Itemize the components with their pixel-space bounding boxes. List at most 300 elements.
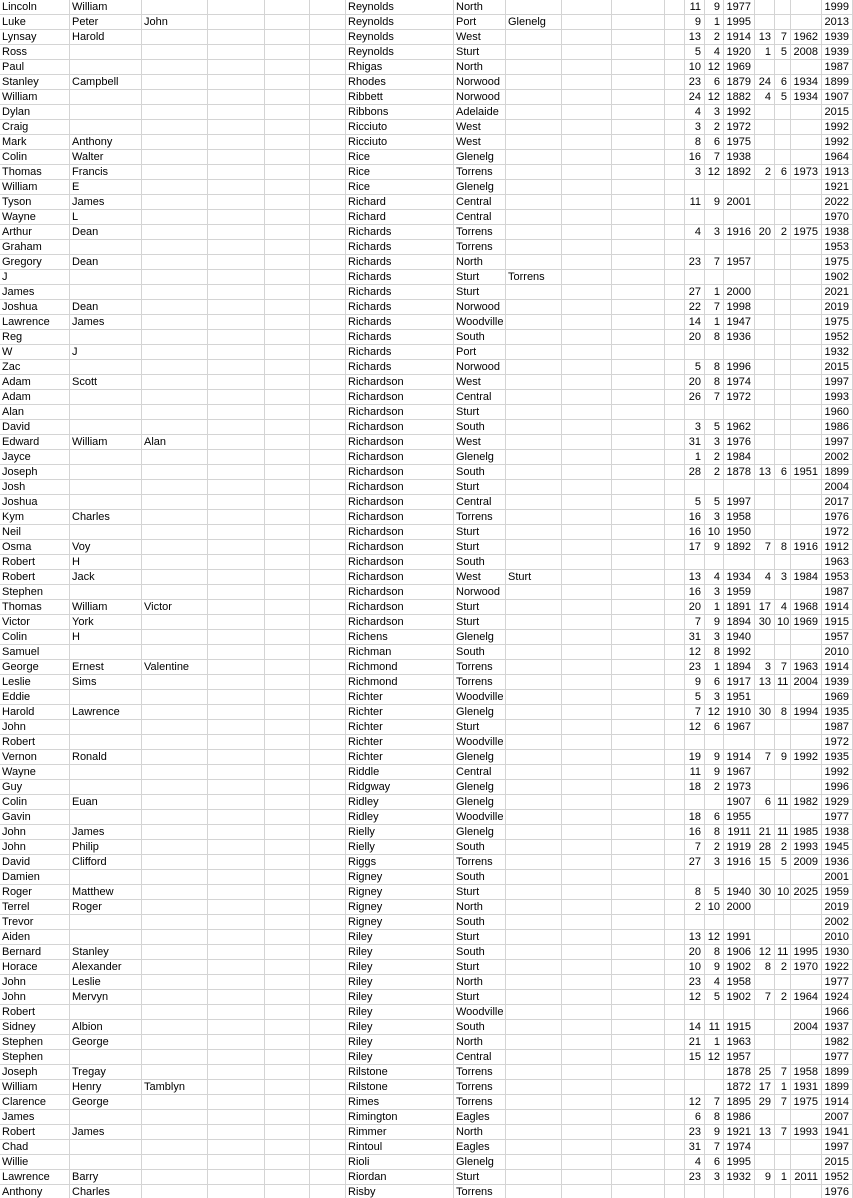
cell-death-month[interactable] bbox=[775, 1110, 791, 1125]
cell-first-name[interactable]: Tyson bbox=[0, 195, 70, 210]
cell-death-month[interactable] bbox=[775, 1155, 791, 1170]
cell-blank-c[interactable] bbox=[310, 525, 346, 540]
cell-blank-a[interactable] bbox=[208, 480, 265, 495]
cell-birth-day[interactable]: 14 bbox=[685, 1020, 705, 1035]
cell-blank-f[interactable] bbox=[665, 525, 685, 540]
cell-blank-b[interactable] bbox=[265, 1080, 310, 1095]
cell-blank-a[interactable] bbox=[208, 930, 265, 945]
cell-blank-e[interactable] bbox=[612, 1110, 665, 1125]
cell-blank-b[interactable] bbox=[265, 195, 310, 210]
cell-death-day[interactable]: 28 bbox=[755, 840, 775, 855]
cell-year[interactable]: 1938 bbox=[822, 225, 853, 240]
cell-blank-f[interactable] bbox=[665, 1050, 685, 1065]
cell-district-2[interactable] bbox=[506, 840, 562, 855]
cell-blank-f[interactable] bbox=[665, 60, 685, 75]
cell-blank-d[interactable] bbox=[562, 465, 612, 480]
cell-blank-e[interactable] bbox=[612, 90, 665, 105]
cell-blank-c[interactable] bbox=[310, 435, 346, 450]
cell-blank-c[interactable] bbox=[310, 1005, 346, 1020]
cell-birth-year[interactable]: 1959 bbox=[724, 585, 755, 600]
cell-blank-b[interactable] bbox=[265, 345, 310, 360]
cell-district-2[interactable] bbox=[506, 165, 562, 180]
cell-blank-e[interactable] bbox=[612, 525, 665, 540]
cell-birth-year[interactable]: 2001 bbox=[724, 195, 755, 210]
cell-district-2[interactable] bbox=[506, 1110, 562, 1125]
cell-blank-a[interactable] bbox=[208, 1140, 265, 1155]
cell-district[interactable]: North bbox=[454, 975, 506, 990]
cell-blank-e[interactable] bbox=[612, 900, 665, 915]
cell-death-year[interactable] bbox=[791, 510, 822, 525]
cell-blank-e[interactable] bbox=[612, 675, 665, 690]
cell-blank-b[interactable] bbox=[265, 660, 310, 675]
cell-death-month[interactable] bbox=[775, 375, 791, 390]
cell-death-month[interactable] bbox=[775, 60, 791, 75]
cell-district[interactable]: Sturt bbox=[454, 1170, 506, 1185]
cell-death-year[interactable]: 1962 bbox=[791, 30, 822, 45]
cell-blank-f[interactable] bbox=[665, 30, 685, 45]
cell-surname[interactable]: Richardson bbox=[346, 525, 454, 540]
cell-first-name[interactable]: Adam bbox=[0, 375, 70, 390]
cell-blank-c[interactable] bbox=[310, 360, 346, 375]
cell-first-name[interactable]: Sidney bbox=[0, 1020, 70, 1035]
cell-birth-year[interactable]: 1958 bbox=[724, 510, 755, 525]
cell-third-name[interactable] bbox=[142, 195, 208, 210]
cell-blank-a[interactable] bbox=[208, 750, 265, 765]
cell-blank-d[interactable] bbox=[562, 285, 612, 300]
cell-blank-b[interactable] bbox=[265, 330, 310, 345]
cell-blank-f[interactable] bbox=[665, 825, 685, 840]
cell-blank-a[interactable] bbox=[208, 1005, 265, 1020]
cell-birth-month[interactable]: 9 bbox=[705, 765, 724, 780]
cell-third-name[interactable] bbox=[142, 1005, 208, 1020]
cell-first-name[interactable]: Joseph bbox=[0, 465, 70, 480]
cell-middle-name[interactable] bbox=[70, 420, 142, 435]
cell-blank-b[interactable] bbox=[265, 1035, 310, 1050]
cell-death-month[interactable]: 7 bbox=[775, 1125, 791, 1140]
cell-blank-f[interactable] bbox=[665, 765, 685, 780]
cell-birth-year[interactable] bbox=[724, 735, 755, 750]
cell-blank-a[interactable] bbox=[208, 1155, 265, 1170]
cell-middle-name[interactable] bbox=[70, 495, 142, 510]
cell-district[interactable]: Adelaide bbox=[454, 105, 506, 120]
cell-birth-year[interactable]: 1936 bbox=[724, 330, 755, 345]
cell-district-2[interactable] bbox=[506, 240, 562, 255]
cell-birth-year[interactable]: 1963 bbox=[724, 1035, 755, 1050]
cell-first-name[interactable]: Thomas bbox=[0, 600, 70, 615]
cell-surname[interactable]: Richmond bbox=[346, 675, 454, 690]
cell-blank-f[interactable] bbox=[665, 300, 685, 315]
cell-year[interactable]: 2019 bbox=[822, 900, 853, 915]
cell-blank-a[interactable] bbox=[208, 1020, 265, 1035]
cell-death-year[interactable]: 1931 bbox=[791, 1080, 822, 1095]
cell-year[interactable]: 1952 bbox=[822, 1170, 853, 1185]
cell-death-day[interactable] bbox=[755, 870, 775, 885]
cell-middle-name[interactable] bbox=[70, 915, 142, 930]
cell-year[interactable]: 1915 bbox=[822, 615, 853, 630]
cell-district[interactable]: Glenelg bbox=[454, 825, 506, 840]
cell-blank-f[interactable] bbox=[665, 345, 685, 360]
cell-blank-a[interactable] bbox=[208, 60, 265, 75]
cell-blank-d[interactable] bbox=[562, 135, 612, 150]
cell-death-month[interactable]: 2 bbox=[775, 840, 791, 855]
cell-surname[interactable]: Richardson bbox=[346, 600, 454, 615]
cell-blank-b[interactable] bbox=[265, 1140, 310, 1155]
cell-blank-b[interactable] bbox=[265, 150, 310, 165]
cell-birth-month[interactable] bbox=[705, 1065, 724, 1080]
cell-middle-name[interactable] bbox=[70, 450, 142, 465]
cell-middle-name[interactable] bbox=[70, 930, 142, 945]
cell-blank-b[interactable] bbox=[265, 885, 310, 900]
cell-third-name[interactable] bbox=[142, 105, 208, 120]
cell-blank-d[interactable] bbox=[562, 1005, 612, 1020]
cell-death-day[interactable] bbox=[755, 930, 775, 945]
cell-surname[interactable]: Riggs bbox=[346, 855, 454, 870]
cell-death-day[interactable] bbox=[755, 1185, 775, 1198]
cell-death-day[interactable] bbox=[755, 390, 775, 405]
cell-blank-c[interactable] bbox=[310, 1125, 346, 1140]
cell-birth-day[interactable]: 16 bbox=[685, 510, 705, 525]
cell-blank-e[interactable] bbox=[612, 540, 665, 555]
cell-birth-year[interactable]: 1986 bbox=[724, 1110, 755, 1125]
cell-year[interactable]: 1952 bbox=[822, 330, 853, 345]
cell-blank-c[interactable] bbox=[310, 615, 346, 630]
cell-blank-a[interactable] bbox=[208, 345, 265, 360]
cell-year[interactable]: 1992 bbox=[822, 135, 853, 150]
cell-death-month[interactable]: 5 bbox=[775, 90, 791, 105]
cell-surname[interactable]: Richardson bbox=[346, 540, 454, 555]
cell-blank-a[interactable] bbox=[208, 780, 265, 795]
cell-middle-name[interactable]: Lawrence bbox=[70, 705, 142, 720]
cell-third-name[interactable] bbox=[142, 705, 208, 720]
cell-middle-name[interactable]: Dean bbox=[70, 255, 142, 270]
cell-third-name[interactable] bbox=[142, 1020, 208, 1035]
cell-death-year[interactable]: 2009 bbox=[791, 855, 822, 870]
cell-district-2[interactable] bbox=[506, 870, 562, 885]
cell-death-year[interactable] bbox=[791, 630, 822, 645]
cell-blank-f[interactable] bbox=[665, 135, 685, 150]
cell-death-year[interactable] bbox=[791, 420, 822, 435]
cell-first-name[interactable]: Luke bbox=[0, 15, 70, 30]
cell-first-name[interactable]: Stanley bbox=[0, 75, 70, 90]
cell-district[interactable]: North bbox=[454, 60, 506, 75]
cell-blank-d[interactable] bbox=[562, 990, 612, 1005]
cell-blank-a[interactable] bbox=[208, 915, 265, 930]
cell-blank-a[interactable] bbox=[208, 375, 265, 390]
cell-blank-f[interactable] bbox=[665, 975, 685, 990]
cell-death-day[interactable] bbox=[755, 450, 775, 465]
cell-blank-e[interactable] bbox=[612, 645, 665, 660]
cell-birth-year[interactable]: 1951 bbox=[724, 690, 755, 705]
cell-birth-year[interactable]: 1894 bbox=[724, 660, 755, 675]
cell-death-month[interactable]: 7 bbox=[775, 1065, 791, 1080]
cell-birth-year[interactable]: 1940 bbox=[724, 885, 755, 900]
cell-blank-f[interactable] bbox=[665, 405, 685, 420]
cell-blank-c[interactable] bbox=[310, 75, 346, 90]
cell-middle-name[interactable] bbox=[70, 1050, 142, 1065]
cell-blank-e[interactable] bbox=[612, 1095, 665, 1110]
cell-blank-a[interactable] bbox=[208, 120, 265, 135]
cell-first-name[interactable]: Robert bbox=[0, 570, 70, 585]
cell-third-name[interactable] bbox=[142, 810, 208, 825]
cell-district[interactable]: South bbox=[454, 420, 506, 435]
cell-blank-e[interactable] bbox=[612, 630, 665, 645]
cell-death-day[interactable] bbox=[755, 690, 775, 705]
cell-birth-day[interactable] bbox=[685, 735, 705, 750]
cell-death-year[interactable] bbox=[791, 255, 822, 270]
cell-district-2[interactable] bbox=[506, 180, 562, 195]
cell-birth-day[interactable]: 12 bbox=[685, 1095, 705, 1110]
cell-blank-d[interactable] bbox=[562, 675, 612, 690]
cell-blank-d[interactable] bbox=[562, 60, 612, 75]
cell-blank-d[interactable] bbox=[562, 885, 612, 900]
cell-surname[interactable]: Richardson bbox=[346, 480, 454, 495]
cell-blank-c[interactable] bbox=[310, 255, 346, 270]
cell-death-year[interactable] bbox=[791, 810, 822, 825]
cell-third-name[interactable] bbox=[142, 345, 208, 360]
cell-district-2[interactable] bbox=[506, 705, 562, 720]
cell-year[interactable]: 1945 bbox=[822, 840, 853, 855]
cell-birth-month[interactable]: 1 bbox=[705, 15, 724, 30]
cell-third-name[interactable] bbox=[142, 780, 208, 795]
cell-birth-month[interactable]: 12 bbox=[705, 930, 724, 945]
cell-blank-f[interactable] bbox=[665, 840, 685, 855]
cell-third-name[interactable] bbox=[142, 480, 208, 495]
cell-death-month[interactable] bbox=[775, 525, 791, 540]
cell-blank-e[interactable] bbox=[612, 870, 665, 885]
cell-birth-day[interactable] bbox=[685, 915, 705, 930]
cell-first-name[interactable]: Damien bbox=[0, 870, 70, 885]
cell-birth-year[interactable]: 1932 bbox=[724, 1170, 755, 1185]
cell-blank-a[interactable] bbox=[208, 285, 265, 300]
cell-blank-b[interactable] bbox=[265, 510, 310, 525]
cell-blank-b[interactable] bbox=[265, 855, 310, 870]
cell-birth-day[interactable]: 13 bbox=[685, 30, 705, 45]
cell-death-year[interactable]: 2008 bbox=[791, 45, 822, 60]
cell-blank-e[interactable] bbox=[612, 465, 665, 480]
cell-death-year[interactable] bbox=[791, 405, 822, 420]
cell-blank-b[interactable] bbox=[265, 30, 310, 45]
cell-year[interactable]: 1938 bbox=[822, 825, 853, 840]
cell-third-name[interactable] bbox=[142, 375, 208, 390]
cell-first-name[interactable]: W bbox=[0, 345, 70, 360]
cell-death-year[interactable]: 2025 bbox=[791, 885, 822, 900]
cell-surname[interactable]: Richards bbox=[346, 345, 454, 360]
cell-district[interactable]: Sturt bbox=[454, 930, 506, 945]
cell-birth-day[interactable] bbox=[685, 270, 705, 285]
cell-birth-year[interactable]: 1957 bbox=[724, 255, 755, 270]
cell-birth-month[interactable]: 8 bbox=[705, 330, 724, 345]
cell-blank-d[interactable] bbox=[562, 630, 612, 645]
cell-middle-name[interactable]: Dean bbox=[70, 300, 142, 315]
cell-blank-a[interactable] bbox=[208, 690, 265, 705]
cell-death-year[interactable] bbox=[791, 1185, 822, 1198]
cell-blank-b[interactable] bbox=[265, 735, 310, 750]
cell-blank-c[interactable] bbox=[310, 135, 346, 150]
cell-year[interactable]: 2017 bbox=[822, 495, 853, 510]
cell-blank-e[interactable] bbox=[612, 315, 665, 330]
cell-blank-c[interactable] bbox=[310, 885, 346, 900]
cell-blank-b[interactable] bbox=[265, 645, 310, 660]
cell-birth-month[interactable]: 8 bbox=[705, 825, 724, 840]
cell-third-name[interactable] bbox=[142, 990, 208, 1005]
cell-birth-year[interactable]: 1916 bbox=[724, 225, 755, 240]
cell-blank-c[interactable] bbox=[310, 675, 346, 690]
cell-surname[interactable]: Richardson bbox=[346, 420, 454, 435]
cell-district-2[interactable] bbox=[506, 810, 562, 825]
cell-death-month[interactable]: 9 bbox=[775, 750, 791, 765]
cell-blank-a[interactable] bbox=[208, 465, 265, 480]
cell-middle-name[interactable] bbox=[70, 465, 142, 480]
cell-death-year[interactable] bbox=[791, 180, 822, 195]
cell-third-name[interactable] bbox=[142, 885, 208, 900]
cell-blank-d[interactable] bbox=[562, 975, 612, 990]
cell-death-day[interactable] bbox=[755, 630, 775, 645]
cell-blank-f[interactable] bbox=[665, 1065, 685, 1080]
cell-surname[interactable]: Rigney bbox=[346, 870, 454, 885]
cell-death-day[interactable] bbox=[755, 1110, 775, 1125]
cell-death-month[interactable]: 2 bbox=[775, 960, 791, 975]
cell-blank-d[interactable] bbox=[562, 180, 612, 195]
cell-middle-name[interactable] bbox=[70, 1005, 142, 1020]
cell-blank-e[interactable] bbox=[612, 1140, 665, 1155]
cell-blank-b[interactable] bbox=[265, 300, 310, 315]
cell-blank-e[interactable] bbox=[612, 975, 665, 990]
cell-surname[interactable]: Reynolds bbox=[346, 15, 454, 30]
cell-death-month[interactable] bbox=[775, 630, 791, 645]
cell-blank-d[interactable] bbox=[562, 750, 612, 765]
cell-first-name[interactable]: Dylan bbox=[0, 105, 70, 120]
cell-birth-month[interactable]: 10 bbox=[705, 525, 724, 540]
cell-third-name[interactable] bbox=[142, 495, 208, 510]
cell-death-year[interactable] bbox=[791, 60, 822, 75]
cell-blank-a[interactable] bbox=[208, 210, 265, 225]
cell-death-month[interactable] bbox=[775, 345, 791, 360]
cell-birth-day[interactable]: 28 bbox=[685, 465, 705, 480]
cell-blank-c[interactable] bbox=[310, 315, 346, 330]
cell-blank-b[interactable] bbox=[265, 675, 310, 690]
cell-first-name[interactable]: Jayce bbox=[0, 450, 70, 465]
cell-death-year[interactable]: 1992 bbox=[791, 750, 822, 765]
cell-birth-day[interactable] bbox=[685, 1005, 705, 1020]
cell-blank-a[interactable] bbox=[208, 405, 265, 420]
cell-birth-day[interactable]: 31 bbox=[685, 435, 705, 450]
cell-first-name[interactable]: John bbox=[0, 840, 70, 855]
cell-death-month[interactable] bbox=[775, 870, 791, 885]
cell-blank-f[interactable] bbox=[665, 1155, 685, 1170]
cell-district-2[interactable] bbox=[506, 510, 562, 525]
cell-death-day[interactable] bbox=[755, 1140, 775, 1155]
cell-middle-name[interactable]: L bbox=[70, 210, 142, 225]
cell-district-2[interactable] bbox=[506, 120, 562, 135]
cell-birth-month[interactable] bbox=[705, 870, 724, 885]
cell-surname[interactable]: Richardson bbox=[346, 435, 454, 450]
cell-birth-month[interactable] bbox=[705, 1005, 724, 1020]
cell-district[interactable]: West bbox=[454, 135, 506, 150]
cell-blank-b[interactable] bbox=[265, 285, 310, 300]
cell-death-month[interactable] bbox=[775, 360, 791, 375]
cell-blank-f[interactable] bbox=[665, 195, 685, 210]
cell-year[interactable]: 1997 bbox=[822, 375, 853, 390]
cell-surname[interactable]: Richard bbox=[346, 195, 454, 210]
cell-third-name[interactable] bbox=[142, 90, 208, 105]
cell-death-day[interactable]: 30 bbox=[755, 615, 775, 630]
cell-death-year[interactable] bbox=[791, 150, 822, 165]
cell-death-month[interactable]: 7 bbox=[775, 1095, 791, 1110]
cell-first-name[interactable]: Mark bbox=[0, 135, 70, 150]
cell-district[interactable]: Norwood bbox=[454, 90, 506, 105]
cell-birth-year[interactable]: 1878 bbox=[724, 465, 755, 480]
cell-blank-a[interactable] bbox=[208, 300, 265, 315]
cell-blank-d[interactable] bbox=[562, 915, 612, 930]
cell-birth-month[interactable]: 3 bbox=[705, 690, 724, 705]
cell-middle-name[interactable]: J bbox=[70, 345, 142, 360]
cell-year[interactable]: 2010 bbox=[822, 645, 853, 660]
cell-blank-b[interactable] bbox=[265, 45, 310, 60]
cell-death-day[interactable] bbox=[755, 420, 775, 435]
cell-first-name[interactable]: Anthony bbox=[0, 1185, 70, 1198]
cell-death-month[interactable] bbox=[775, 1020, 791, 1035]
cell-year[interactable]: 1977 bbox=[822, 975, 853, 990]
cell-first-name[interactable]: Lawrence bbox=[0, 315, 70, 330]
cell-birth-day[interactable]: 3 bbox=[685, 120, 705, 135]
cell-year[interactable]: 2019 bbox=[822, 300, 853, 315]
cell-blank-a[interactable] bbox=[208, 720, 265, 735]
cell-blank-b[interactable] bbox=[265, 15, 310, 30]
cell-death-day[interactable]: 13 bbox=[755, 1125, 775, 1140]
cell-death-day[interactable] bbox=[755, 255, 775, 270]
cell-blank-f[interactable] bbox=[665, 945, 685, 960]
cell-first-name[interactable]: Josh bbox=[0, 480, 70, 495]
cell-district[interactable]: Torrens bbox=[454, 1065, 506, 1080]
cell-blank-e[interactable] bbox=[612, 390, 665, 405]
cell-surname[interactable]: Rice bbox=[346, 165, 454, 180]
cell-surname[interactable]: Ribbons bbox=[346, 105, 454, 120]
cell-blank-a[interactable] bbox=[208, 435, 265, 450]
cell-third-name[interactable] bbox=[142, 390, 208, 405]
cell-year[interactable]: 1957 bbox=[822, 630, 853, 645]
cell-blank-c[interactable] bbox=[310, 150, 346, 165]
cell-birth-year[interactable]: 1914 bbox=[724, 750, 755, 765]
cell-blank-e[interactable] bbox=[612, 405, 665, 420]
cell-third-name[interactable] bbox=[142, 270, 208, 285]
cell-blank-d[interactable] bbox=[562, 315, 612, 330]
cell-blank-b[interactable] bbox=[265, 810, 310, 825]
cell-district[interactable]: Glenelg bbox=[454, 150, 506, 165]
cell-district[interactable]: Torrens bbox=[454, 225, 506, 240]
cell-surname[interactable]: Richardson bbox=[346, 375, 454, 390]
cell-third-name[interactable] bbox=[142, 615, 208, 630]
cell-first-name[interactable]: Gavin bbox=[0, 810, 70, 825]
cell-death-year[interactable] bbox=[791, 390, 822, 405]
cell-third-name[interactable] bbox=[142, 150, 208, 165]
cell-blank-d[interactable] bbox=[562, 945, 612, 960]
cell-death-year[interactable] bbox=[791, 450, 822, 465]
cell-birth-month[interactable]: 7 bbox=[705, 390, 724, 405]
cell-blank-f[interactable] bbox=[665, 915, 685, 930]
cell-blank-e[interactable] bbox=[612, 915, 665, 930]
cell-blank-d[interactable] bbox=[562, 780, 612, 795]
cell-birth-month[interactable]: 4 bbox=[705, 45, 724, 60]
cell-first-name[interactable]: Stephen bbox=[0, 1050, 70, 1065]
cell-death-year[interactable] bbox=[791, 285, 822, 300]
cell-first-name[interactable]: David bbox=[0, 420, 70, 435]
cell-birth-day[interactable]: 16 bbox=[685, 525, 705, 540]
cell-birth-year[interactable]: 1920 bbox=[724, 45, 755, 60]
cell-birth-month[interactable]: 7 bbox=[705, 1140, 724, 1155]
cell-surname[interactable]: Riley bbox=[346, 990, 454, 1005]
cell-first-name[interactable]: Graham bbox=[0, 240, 70, 255]
cell-birth-day[interactable]: 1 bbox=[685, 450, 705, 465]
